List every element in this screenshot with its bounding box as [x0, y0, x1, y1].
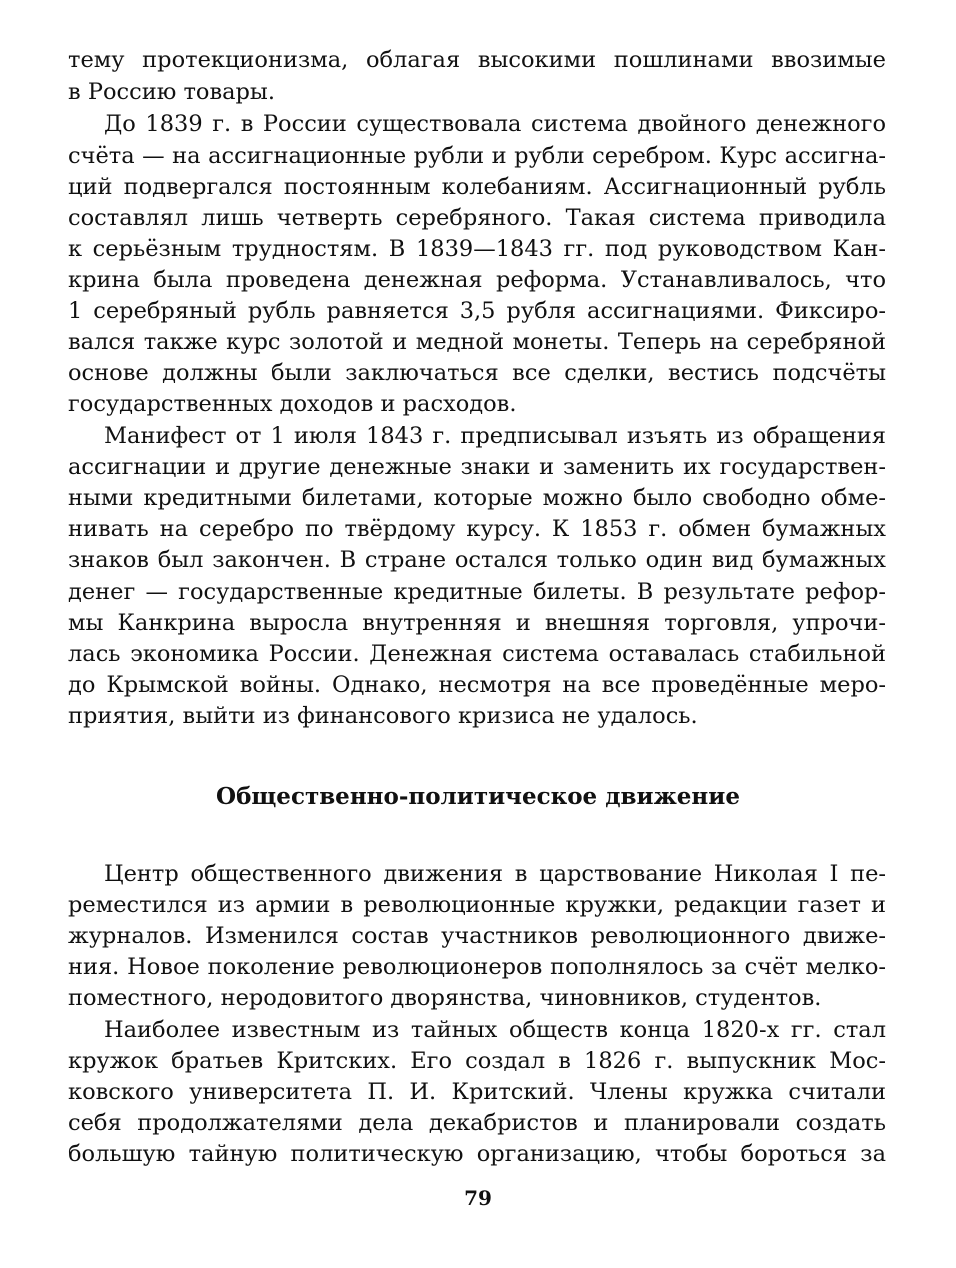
- text-line: 1 серебряный рубль равняется 3,5 рубля ассигнациями. Фиксиро-: [68, 298, 886, 324]
- text-line: Центр общественного движения в царствование Николая I пе-: [104, 861, 886, 887]
- text-line: большую тайную политическую организацию, чтобы бороться за: [68, 1141, 886, 1167]
- text-line: составлял лишь четверть серебряного. Такая система приводила: [68, 205, 886, 231]
- section-heading: Общественно-политическое движение: [216, 783, 740, 810]
- text-line: ния. Новое поколение революционеров пополнялось за счёт мелко-: [68, 954, 886, 980]
- text-line: денег — государственные кредитные билеты. В результате рефор-: [68, 579, 886, 605]
- text-line: приятия, выйти из финансового кризиса не удалось.: [68, 703, 698, 729]
- text-line: основе должны были заключаться все сделки, вестись подсчёты: [68, 360, 886, 386]
- text-line: реместился из армии в революционные кружки, редакции газет и: [68, 892, 886, 918]
- text-line: тему протекционизма, облагая высокими пошлинами ввозимые: [68, 47, 886, 73]
- text-line: мы Канкрина выросла внутренняя и внешняя торговля, упрочи-: [68, 610, 886, 636]
- text-line: Наиболее известным из тайных обществ конца 1820-х гг. стал: [104, 1017, 886, 1043]
- text-line: ассигнации и другие денежные знаки и заменить их государствен-: [68, 454, 886, 480]
- text-line: До 1839 г. в России существовала система двойного денежного: [104, 111, 886, 137]
- text-line: к серьёзным трудностям. В 1839—1843 гг. под руководством Кан-: [68, 236, 886, 262]
- text-line: нивать на серебро по твёрдому курсу. К 1853 г. обмен бумажных: [68, 516, 886, 542]
- text-line: ковского университета П. И. Критский. Члены кружка считали: [68, 1079, 886, 1105]
- text-line: кружок братьев Критских. Его создал в 1826 г. выпускник Мос-: [68, 1048, 886, 1074]
- text-line: крина была проведена денежная реформа. Устанавливалось, что: [68, 267, 886, 293]
- text-line: поместного, неродовитого дворянства, чиновников, студентов.: [68, 985, 822, 1011]
- text-line: государственных доходов и расходов.: [68, 391, 517, 417]
- text-line: ций подвергался постоянным колебаниям. Ассигнационный рубль: [68, 174, 886, 200]
- text-line: лась экономика России. Денежная система оставалась стабильной: [68, 641, 886, 667]
- text-line: в Россию товары.: [68, 79, 275, 105]
- text-line: журналов. Изменился состав участников революционного движе-: [68, 923, 886, 949]
- text-line: себя продолжателями дела декабристов и планировали создать: [68, 1110, 886, 1136]
- text-line: счёта — на ассигнационные рубли и рубли серебром. Курс ассигна-: [68, 143, 886, 169]
- page-number: 79: [464, 1186, 492, 1210]
- text-line: ными кредитными билетами, которые можно было свободно обме-: [68, 485, 886, 511]
- text-line: знаков был закончен. В стране остался только один вид бумажных: [68, 547, 886, 573]
- text-line: Манифест от 1 июля 1843 г. предписывал изъять из обращения: [104, 423, 886, 449]
- text-line: вался также курс золотой и медной монеты. Теперь на серебряной: [68, 329, 886, 355]
- text-line: до Крымской войны. Однако, несмотря на все проведённые меро-: [68, 672, 886, 698]
